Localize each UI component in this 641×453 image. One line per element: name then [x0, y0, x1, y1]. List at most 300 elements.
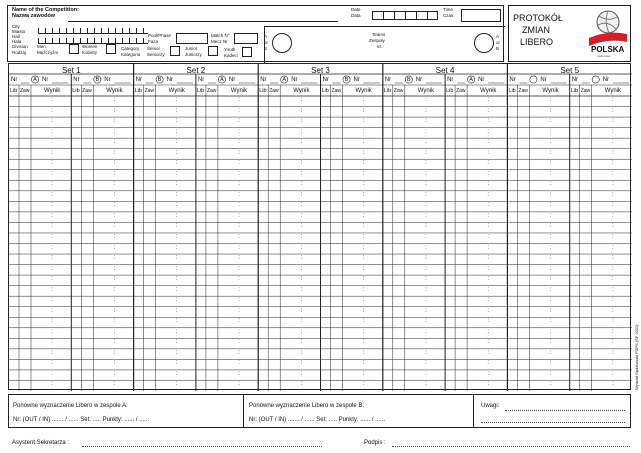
score-separator: : [612, 160, 614, 167]
score-separator: : [113, 244, 116, 251]
senior-label-pl: Seniorzy [147, 52, 165, 57]
score-separator: : [487, 276, 490, 283]
score-separator: : [175, 360, 178, 367]
team-a-b: B [264, 46, 268, 51]
score-separator: : [549, 191, 552, 198]
hall-label-pl: Hala [12, 39, 22, 44]
hall-label: Hall [12, 34, 20, 39]
score-separator: : [113, 318, 116, 325]
team-mark-circle[interactable] [530, 76, 537, 83]
score-separator: : [238, 381, 240, 388]
city-label: City [12, 24, 20, 29]
score-separator: : [549, 307, 552, 314]
score-separator: : [51, 191, 53, 198]
score-separator: : [549, 212, 552, 219]
score-separator: : [238, 286, 240, 293]
lib-col-header: Lib [446, 88, 454, 94]
team-mark-letter: B [157, 77, 162, 83]
score-separator: : [175, 128, 178, 135]
wynik-col-header: Wynik [355, 88, 372, 94]
nr-label: Nr [260, 77, 267, 83]
team-right-circle[interactable] [474, 33, 494, 53]
score-separator: : [487, 212, 490, 219]
competition-name-line[interactable] [68, 21, 338, 22]
zaw-col-header: Zaw [206, 88, 217, 94]
date-label: Date [351, 7, 361, 12]
men-checkbox[interactable] [69, 44, 79, 54]
score-separator: : [300, 223, 303, 230]
score-separator: : [51, 286, 53, 293]
team-a-or: or [264, 40, 269, 45]
score-separator: : [113, 255, 116, 262]
senior-checkbox[interactable] [170, 46, 180, 56]
remarks-line-1[interactable] [505, 410, 625, 411]
score-separator: : [549, 97, 552, 103]
score-separator: : [175, 286, 178, 293]
reassign-a-line[interactable]: Nr: (OUT / IN) ....... / ...... Set: ..... Punkty: ...... / ...... [13, 417, 150, 423]
lib-col-header: Lib [259, 88, 267, 94]
wynik-col-header: Wynik [106, 88, 123, 94]
score-separator: : [51, 202, 53, 209]
score-separator: : [487, 233, 490, 240]
score-separator: : [612, 107, 614, 114]
score-separator: : [238, 233, 240, 240]
form-title-box [508, 5, 631, 62]
score-separator: : [612, 360, 614, 367]
pool-field[interactable] [176, 33, 208, 44]
score-separator: : [425, 139, 427, 146]
score-separator: : [549, 339, 552, 346]
nr-label: Nr [166, 77, 173, 83]
score-separator: : [549, 244, 552, 251]
score-separator: : [425, 265, 427, 272]
score-separator: : [612, 370, 614, 377]
men-label: Men [37, 44, 46, 49]
score-separator: : [51, 244, 53, 251]
score-separator: : [175, 202, 178, 209]
division-label: Division [12, 44, 28, 49]
score-separator: : [362, 328, 365, 335]
title-line-3: LIBERO [520, 37, 554, 47]
nr-label: Nr [73, 77, 80, 83]
score-separator: : [549, 223, 552, 230]
score-separator: : [487, 349, 490, 356]
score-separator: : [300, 381, 303, 388]
score-separator: : [175, 265, 178, 272]
score-separator: : [612, 191, 614, 198]
team-a-mark: A [264, 34, 268, 39]
wynik-col-header: Wynik [480, 88, 497, 94]
score-separator: : [612, 181, 614, 188]
score-separator: : [113, 223, 116, 230]
score-separator: : [51, 349, 53, 356]
score-separator: : [362, 307, 365, 314]
score-separator: : [238, 255, 240, 262]
remarks-label: Uwagi: [481, 403, 500, 409]
score-separator: : [300, 233, 303, 240]
zaw-col-header: Zaw [331, 88, 341, 94]
score-separator: : [113, 349, 116, 356]
score-separator: : [487, 202, 490, 209]
score-separator: : [487, 223, 490, 230]
women-label: Women [82, 44, 98, 49]
score-separator: : [425, 149, 427, 156]
score-separator: : [549, 318, 552, 325]
score-separator: : [362, 265, 365, 272]
competition-label-pl: Nazwa zawodów [12, 13, 56, 19]
score-separator: : [425, 360, 427, 367]
score-separator: : [300, 181, 303, 188]
score-separator: : [487, 307, 490, 314]
score-separator: : [51, 307, 53, 314]
junior-label-pl: Juniorzy [185, 52, 202, 57]
score-separator: : [51, 276, 53, 283]
assistant-line[interactable] [82, 446, 322, 447]
score-separator: : [362, 181, 365, 188]
score-separator: : [300, 191, 303, 198]
score-separator: : [362, 339, 365, 346]
score-separator: : [175, 149, 178, 156]
team-left-circle[interactable] [272, 33, 292, 53]
score-separator: : [549, 381, 552, 388]
score-separator: : [362, 97, 365, 103]
score-separator: : [425, 223, 427, 230]
score-separator: : [238, 370, 240, 377]
score-separator: : [362, 381, 365, 388]
nr-label: Nr [478, 77, 485, 83]
score-separator: : [612, 297, 614, 304]
score-separator: : [113, 328, 116, 335]
score-separator: : [51, 223, 53, 230]
score-separator: : [51, 97, 53, 103]
score-separator: : [612, 265, 614, 272]
score-separator: : [362, 370, 365, 377]
score-separator: : [362, 170, 365, 177]
score-separator: : [113, 381, 116, 388]
score-separator: : [362, 318, 365, 325]
score-separator: : [51, 118, 53, 125]
score-separator: : [113, 170, 116, 177]
score-separator: : [238, 202, 240, 209]
score-separator: : [612, 118, 614, 125]
score-separator: : [238, 276, 240, 283]
score-separator: : [51, 107, 53, 114]
lib-col-header: Lib [383, 88, 392, 94]
zaw-col-header: Zaw [269, 88, 279, 94]
lib-col-header: Lib [72, 88, 80, 94]
category-label-pl: Kategoria [121, 52, 141, 57]
team-mark-letter: A [220, 77, 224, 83]
score-separator: : [51, 128, 53, 135]
score-separator: : [113, 128, 116, 135]
score-separator: : [51, 149, 53, 156]
score-separator: : [300, 170, 303, 177]
score-separator: : [51, 255, 53, 262]
youth-checkbox[interactable] [242, 47, 252, 57]
score-separator: : [362, 360, 365, 367]
score-separator: : [425, 349, 427, 356]
junior-label: Junior [185, 46, 198, 51]
match-label-pl: Mecz Nr [211, 39, 228, 44]
score-separator: : [612, 244, 614, 251]
score-separator: : [487, 265, 490, 272]
score-separator: : [113, 276, 116, 283]
score-separator: : [238, 297, 240, 304]
score-separator: : [362, 128, 365, 135]
score-separator: : [487, 255, 490, 262]
score-separator: : [238, 328, 240, 335]
score-separator: : [362, 107, 365, 114]
score-separator: : [612, 128, 614, 135]
score-separator: : [425, 307, 427, 314]
lib-col-header: Lib [321, 88, 329, 94]
score-separator: : [175, 318, 178, 325]
score-separator: : [51, 265, 53, 272]
score-separator: : [238, 318, 240, 325]
score-separator: : [612, 170, 614, 177]
score-separator: : [549, 202, 552, 209]
score-separator: : [612, 276, 614, 283]
score-separator: : [51, 381, 53, 388]
score-separator: : [487, 97, 490, 103]
zaw-col-header: Zaw [144, 88, 155, 94]
score-separator: : [549, 233, 552, 240]
team-mark-circle[interactable] [592, 76, 599, 83]
nr-label: Nr [353, 77, 360, 83]
senior-label: Senior [147, 46, 161, 51]
score-separator: : [238, 107, 240, 114]
signature-line[interactable] [392, 446, 630, 447]
score-separator: : [362, 118, 365, 125]
score-separator: : [425, 181, 427, 188]
score-separator: : [175, 276, 178, 283]
set-title: Set 4 [435, 66, 455, 75]
logo-sub: siatkówka [597, 54, 611, 58]
city-label-pl: Miasto [12, 29, 26, 34]
score-separator: : [51, 297, 53, 304]
score-separator: : [487, 139, 490, 146]
score-separator: : [238, 307, 240, 314]
score-separator: : [175, 244, 178, 251]
score-separator: : [549, 128, 552, 135]
score-separator: : [425, 212, 427, 219]
score-separator: : [51, 170, 53, 177]
score-separator: : [549, 265, 552, 272]
score-separator: : [300, 307, 303, 314]
remarks-line-2[interactable] [481, 422, 625, 423]
nr-label: Nr [415, 77, 423, 83]
score-separator: : [362, 191, 365, 198]
score-separator: : [362, 160, 365, 167]
team-mark-letter: A [33, 77, 37, 83]
nr-label: Nr [447, 77, 454, 83]
score-separator: : [425, 160, 427, 167]
women-checkbox[interactable] [106, 44, 116, 54]
score-separator: : [300, 297, 303, 304]
score-separator: : [113, 212, 116, 219]
score-separator: : [238, 149, 240, 156]
score-separator: : [612, 233, 614, 240]
score-separator: : [425, 255, 427, 262]
score-separator: : [549, 360, 552, 367]
score-separator: : [113, 181, 116, 188]
score-separator: : [612, 212, 614, 219]
set-title: Set 3 [311, 66, 330, 75]
score-separator: : [175, 160, 178, 167]
youth-label: Youth [224, 47, 236, 52]
score-separator: : [549, 139, 552, 146]
match-number-field[interactable] [234, 33, 258, 44]
score-separator: : [425, 233, 427, 240]
team-mark-letter: A [469, 77, 473, 83]
score-separator: : [425, 244, 427, 251]
time-field[interactable] [461, 9, 501, 22]
lib-col-header: Lib [196, 88, 205, 94]
score-separator: : [549, 170, 552, 177]
nr-label: Nr [571, 77, 579, 83]
score-separator: : [113, 286, 116, 293]
score-separator: : [113, 307, 116, 314]
time-label-pl: Czas [443, 13, 454, 18]
match-info-header [7, 5, 504, 62]
score-separator: : [425, 128, 427, 135]
score-separator: : [487, 149, 490, 156]
nr-label: Nr [42, 77, 49, 83]
score-separator: : [175, 233, 178, 240]
nr-label: Nr [104, 77, 111, 83]
date-field[interactable] [372, 11, 438, 20]
score-separator: : [549, 297, 552, 304]
nr-label: Nr [228, 77, 236, 83]
lib-col-header: Lib [570, 88, 579, 94]
score-separator: : [51, 328, 53, 335]
score-separator: : [300, 255, 303, 262]
score-separator: : [175, 339, 178, 346]
score-separator: : [175, 349, 178, 356]
team-b-or: or [496, 40, 501, 45]
score-separator: : [425, 370, 427, 377]
score-separator: : [425, 381, 427, 388]
score-separator: : [362, 297, 365, 304]
score-separator: : [425, 202, 427, 209]
score-separator: : [612, 97, 614, 103]
wynik-col-header: Wynik [293, 88, 310, 94]
score-separator: : [425, 170, 427, 177]
wynik-col-header: Wynik [168, 88, 185, 94]
score-separator: : [549, 328, 552, 335]
score-separator: : [300, 139, 303, 146]
title-line-2: ZMIAN [522, 25, 550, 35]
teams-label: Teams [372, 32, 386, 37]
city-field[interactable] [38, 28, 148, 34]
score-separator: : [113, 339, 116, 346]
wynik-col-header: Wynik [604, 88, 621, 94]
score-separator: : [487, 370, 490, 377]
score-separator: : [175, 381, 178, 388]
division-label-pl: Rodzaj [12, 50, 27, 55]
nr-label: Nr [509, 77, 516, 83]
score-separator: : [362, 202, 365, 209]
score-separator: : [549, 149, 552, 156]
score-separator: : [362, 139, 365, 146]
score-separator: : [175, 97, 178, 103]
score-separator: : [113, 107, 116, 114]
set-title: Set 2 [186, 66, 206, 75]
score-separator: : [300, 360, 303, 367]
score-separator: : [175, 370, 178, 377]
zaw-col-header: Zaw [456, 88, 466, 94]
title-line-1: PROTOKÓŁ [513, 13, 563, 23]
score-separator: : [425, 107, 427, 114]
score-separator: : [300, 118, 303, 125]
score-separator: : [612, 381, 614, 388]
team-b-b: B [496, 46, 500, 51]
score-separator: : [487, 181, 490, 188]
score-separator: : [113, 149, 116, 156]
score-separator: : [300, 276, 303, 283]
score-separator: : [487, 191, 490, 198]
score-separator: : [175, 139, 178, 146]
team-mark-letter: B [406, 77, 411, 83]
score-separator: : [487, 128, 490, 135]
score-separator: : [425, 97, 427, 103]
zaw-col-header: Zaw [20, 88, 30, 94]
score-separator: : [425, 297, 427, 304]
junior-checkbox[interactable] [208, 46, 218, 56]
score-separator: : [238, 339, 240, 346]
score-separator: : [113, 370, 116, 377]
score-separator: : [51, 233, 53, 240]
score-separator: : [612, 339, 614, 346]
score-separator: : [612, 328, 614, 335]
nr-label: Nr [11, 77, 18, 83]
pzps-logo [587, 8, 629, 60]
score-separator: : [487, 160, 490, 167]
nr-label: Nr [135, 77, 142, 83]
score-separator: : [300, 370, 303, 377]
score-separator: : [238, 118, 240, 125]
vs-label: vs [377, 44, 382, 49]
nr-label: Nr [197, 77, 205, 83]
score-separator: : [612, 149, 614, 156]
score-separator: : [113, 97, 116, 103]
zaw-col-header: Zaw [393, 88, 404, 94]
score-separator: : [175, 328, 178, 335]
score-separator: : [362, 244, 365, 251]
score-separator: : [487, 328, 490, 335]
logo-text: POLSKA [591, 45, 625, 54]
score-separator: : [113, 160, 116, 167]
reassignment-section [8, 394, 631, 428]
score-separator: : [238, 212, 240, 219]
lib-col-header: Lib [10, 88, 18, 94]
score-separator: : [175, 255, 178, 262]
score-separator: : [425, 118, 427, 125]
score-separator: : [549, 370, 552, 377]
score-separator: : [238, 170, 240, 177]
nr-label: Nr [602, 77, 610, 83]
nr-label: Nr [291, 77, 298, 83]
score-separator: : [113, 265, 116, 272]
score-separator: : [51, 181, 53, 188]
reassign-a-label: Ponowne wyznaczenie Libero w zespole A: [13, 403, 128, 409]
score-separator: : [113, 360, 116, 367]
reassign-b-line[interactable]: Nr: (OUT / IN) ....... / ...... Set: ..... Punkty: ...... / ...... [249, 417, 386, 423]
score-separator: : [487, 360, 490, 367]
score-separator: : [487, 170, 490, 177]
wynik-col-header: Wynik [230, 88, 248, 94]
score-separator: : [175, 191, 178, 198]
